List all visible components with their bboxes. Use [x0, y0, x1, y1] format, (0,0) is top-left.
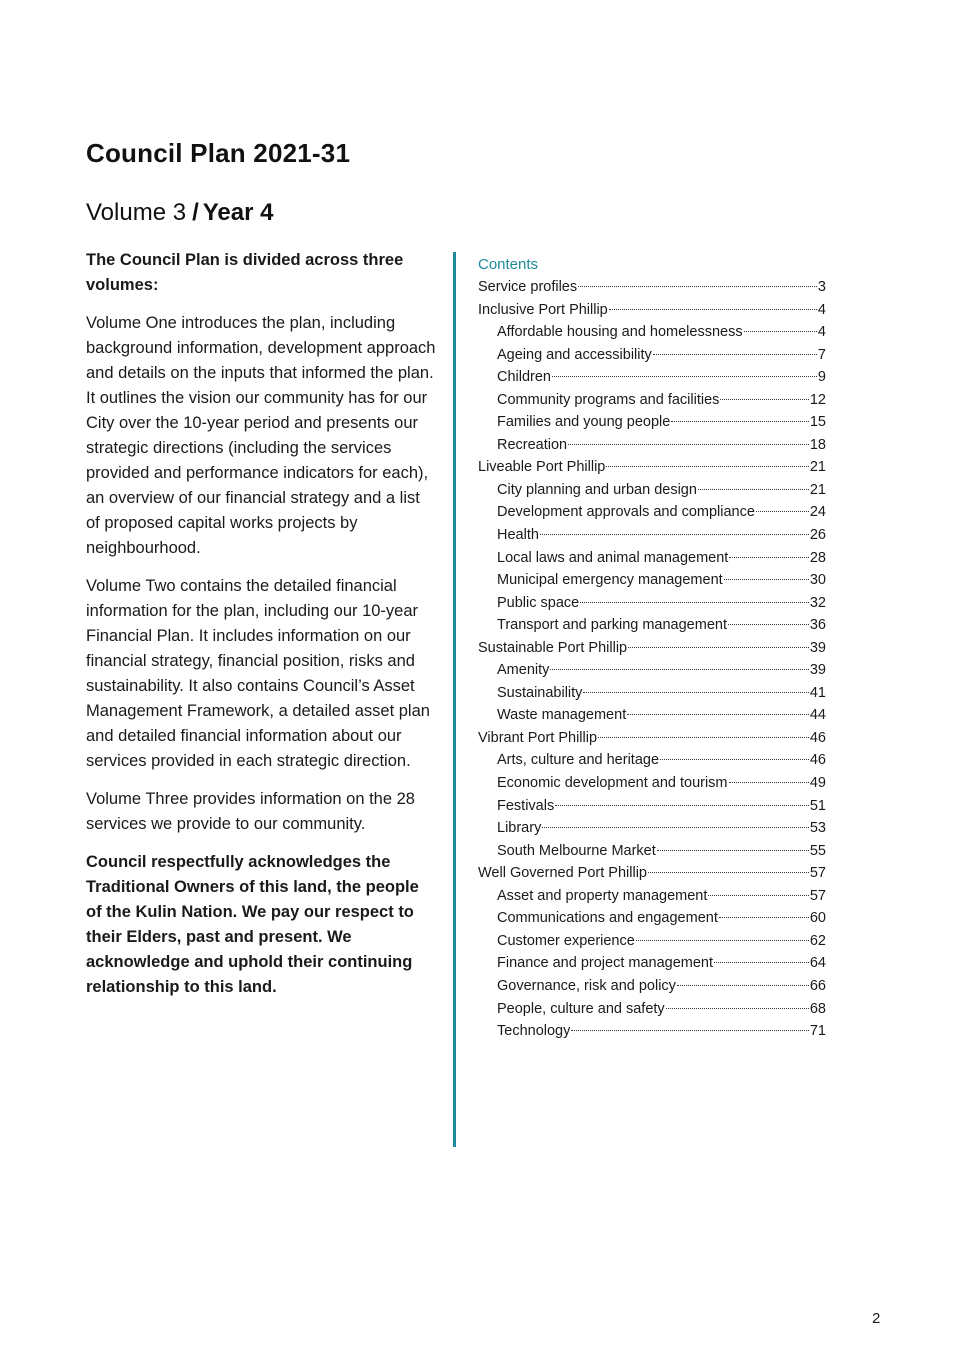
toc-entry-page: 64	[809, 955, 826, 972]
table-of-contents	[478, 254, 826, 1043]
toc-entry-page: 66	[809, 977, 826, 994]
toc-dot-leader	[671, 421, 809, 422]
toc-dot-leader	[583, 692, 808, 693]
toc-subentry[interactable]	[478, 885, 826, 908]
toc-dot-leader	[698, 489, 809, 490]
toc-subentry[interactable]	[478, 501, 826, 524]
toc-dot-leader	[729, 557, 809, 558]
toc-entry-page: 30	[809, 572, 826, 589]
toc-entry-label: Amenity	[497, 662, 550, 679]
toc-entry[interactable]	[478, 862, 826, 885]
toc-entry-page: 24	[809, 504, 826, 521]
toc-entry-label: Development approvals and compliance	[497, 504, 755, 521]
toc-entry-label: Economic development and tourism	[497, 775, 728, 792]
toc-entry[interactable]	[478, 727, 826, 750]
toc-entry-page: 32	[809, 594, 826, 611]
volume-label: Volume 3	[86, 199, 187, 226]
toc-subentry[interactable]	[478, 569, 826, 592]
column-divider	[453, 252, 456, 1147]
toc-entry-label: Service profiles	[478, 279, 578, 295]
toc-entry-label: Arts, culture and heritage	[497, 752, 660, 769]
toc-entry-page: 46	[809, 729, 826, 746]
toc-dot-leader	[708, 895, 808, 896]
toc-entry[interactable]	[478, 299, 826, 322]
acknowledgement-paragraph: Council respectfully acknowledges the Traditional Owners of this land, the people of the Kulin Nation. We pay our respect to their Elders, past and present. We acknowledge and uphold their continuing relationship to this land.	[86, 853, 419, 996]
toc-entry[interactable]	[478, 456, 826, 479]
toc-entry-label: Waste management	[497, 707, 627, 724]
toc-entry-label: Public space	[497, 594, 580, 611]
toc-entry-label: Health	[497, 527, 539, 544]
toc-subentry[interactable]	[478, 975, 826, 998]
toc-dot-leader	[540, 534, 809, 535]
toc-dot-leader	[666, 1008, 809, 1009]
toc-entry-label: Sustainability	[497, 684, 583, 701]
toc-subentry[interactable]	[478, 704, 826, 727]
toc-dot-leader	[756, 511, 809, 512]
toc-dot-leader	[657, 850, 809, 851]
toc-dot-leader	[653, 354, 817, 355]
contents-list	[478, 276, 826, 1043]
volume-three-paragraph: Volume Three provides information on the 28 services we provide to our community.	[86, 790, 415, 833]
toc-subentry[interactable]	[478, 1020, 826, 1043]
toc-entry-page: 3	[817, 279, 826, 295]
page-number: 2	[872, 1310, 881, 1327]
toc-entry-page: 57	[809, 887, 826, 904]
toc-entry-page: 9	[817, 369, 826, 386]
toc-entry-label: Festivals	[497, 797, 555, 814]
toc-entry-label: Asset and property management	[497, 887, 708, 904]
toc-subentry[interactable]	[478, 524, 826, 547]
toc-subentry[interactable]	[478, 817, 826, 840]
volume-two-paragraph: Volume Two contains the detailed financial information for the plan, including our 10-year Financial Plan. It includes information on our financial strategy, financial position, risks and sustainability. It also contains Council’s Asset Management Framework, a detailed asset plan and detailed financial information about our services provided in each strategic direction.	[86, 577, 430, 770]
volume-one-paragraph: Volume One introduces the plan, including background information, development approach and details on the inputs that informed the plan. It outlines the vision our community has for our City over the 10-year period and presents our strategic directions (including the services provided and performance indicators for each), an overview of our financial strategy and a list of proposed capital works projects by neighbourhood.	[86, 314, 436, 557]
toc-subentry[interactable]	[478, 592, 826, 615]
toc-subentry[interactable]	[478, 998, 826, 1021]
toc-subentry[interactable]	[478, 952, 826, 975]
toc-entry-label: Technology	[497, 1023, 571, 1040]
toc-entry-page: 21	[809, 459, 826, 476]
toc-entry-label: Customer experience	[497, 932, 635, 949]
toc-entry-page: 53	[809, 820, 826, 837]
toc-entry-label: Well Governed Port Phillip	[478, 865, 647, 882]
toc-entry-label: Local laws and animal management	[497, 549, 729, 566]
page-subtitle	[86, 199, 273, 227]
toc-entry-label: Ageing and accessibility	[497, 346, 652, 363]
toc-entry-page: 41	[809, 684, 826, 701]
toc-subentry[interactable]	[478, 389, 826, 412]
toc-entry-page: 39	[809, 662, 826, 679]
toc-dot-leader	[628, 647, 809, 648]
toc-subentry[interactable]	[478, 930, 826, 953]
toc-entry-label: Transport and parking management	[497, 617, 727, 634]
toc-entry-page: 49	[809, 775, 826, 792]
contents-heading: Contents	[478, 256, 539, 273]
toc-subentry[interactable]	[478, 321, 826, 344]
toc-entry-label: Municipal emergency management	[497, 572, 723, 589]
toc-dot-leader	[729, 782, 809, 783]
toc-dot-leader	[648, 872, 809, 873]
toc-dot-leader	[550, 669, 808, 670]
toc-dot-leader	[744, 331, 817, 332]
page-title: Council Plan 2021-31	[86, 138, 351, 168]
toc-entry-label: Recreation	[497, 436, 568, 453]
toc-dot-leader	[580, 602, 809, 603]
toc-dot-leader	[571, 1030, 809, 1031]
toc-entry-label: People, culture and safety	[497, 1000, 665, 1017]
toc-subentry[interactable]	[478, 434, 826, 457]
toc-entry-label: Communications and engagement	[497, 910, 718, 927]
toc-entry-label: Vibrant Port Phillip	[478, 729, 598, 746]
toc-dot-leader	[609, 309, 817, 310]
toc-entry-label: Liveable Port Phillip	[478, 459, 606, 476]
toc-subentry[interactable]	[478, 366, 826, 389]
toc-dot-leader	[627, 714, 809, 715]
toc-subentry[interactable]	[478, 772, 826, 795]
toc-entry-label: Inclusive Port Phillip	[478, 301, 608, 318]
toc-dot-leader	[636, 940, 809, 941]
toc-entry-label: Affordable housing and homelessness	[497, 324, 743, 341]
toc-dot-leader	[552, 376, 817, 377]
toc-dot-leader	[660, 759, 809, 760]
toc-subentry[interactable]	[478, 344, 826, 367]
toc-subentry[interactable]	[478, 614, 826, 637]
toc-subentry[interactable]	[478, 479, 826, 502]
toc-entry-label: City planning and urban design	[497, 481, 697, 498]
toc-entry[interactable]	[478, 637, 826, 660]
toc-dot-leader	[714, 962, 809, 963]
toc-dot-leader	[598, 737, 809, 738]
toc-entry-page: 55	[809, 842, 826, 859]
toc-entry-page: 62	[809, 932, 826, 949]
toc-entry-page: 51	[809, 797, 826, 814]
toc-dot-leader	[719, 917, 809, 918]
toc-dot-leader	[606, 466, 809, 467]
toc-subentry[interactable]	[478, 659, 826, 682]
toc-entry-page: 60	[809, 910, 826, 927]
toc-entry-page: 39	[809, 639, 826, 656]
toc-entry-label: Sustainable Port Phillip	[478, 639, 628, 656]
toc-dot-leader	[578, 286, 817, 287]
toc-entry-page: 4	[817, 324, 826, 341]
toc-entry-page: 4	[817, 301, 826, 318]
toc-subentry[interactable]	[478, 411, 826, 434]
intro-heading: The Council Plan is divided across three volumes:	[86, 251, 404, 294]
toc-dot-leader	[677, 985, 809, 986]
toc-subentry[interactable]	[478, 682, 826, 705]
toc-entry-page: 26	[809, 527, 826, 544]
toc-dot-leader	[724, 579, 809, 580]
toc-entry-page: 71	[809, 1023, 826, 1040]
toc-entry-page: 57	[809, 865, 826, 882]
toc-entry-label: Community programs and facilities	[497, 391, 720, 408]
toc-subentry[interactable]	[478, 795, 826, 818]
toc-entry-label: South Melbourne Market	[497, 842, 656, 859]
toc-entry-label: Finance and project management	[497, 955, 714, 972]
toc-entry-page: 12	[809, 391, 826, 408]
toc-entry-label: Governance, risk and policy	[497, 977, 676, 994]
year-label: Year 4	[202, 199, 274, 226]
toc-subentry[interactable]	[478, 749, 826, 772]
toc-dot-leader	[555, 805, 809, 806]
toc-entry-label: Library	[497, 820, 542, 837]
intro-column	[86, 248, 438, 1013]
toc-entry-label: Children	[497, 369, 551, 386]
toc-dot-leader	[720, 399, 808, 400]
toc-subentry[interactable]	[478, 907, 826, 930]
toc-dot-leader	[542, 827, 809, 828]
toc-entry[interactable]	[478, 276, 826, 299]
toc-entry-page: 44	[809, 707, 826, 724]
toc-subentry[interactable]	[478, 840, 826, 863]
toc-entry-page: 21	[809, 481, 826, 498]
toc-entry-page: 18	[809, 436, 826, 453]
toc-entry-page: 15	[809, 414, 826, 431]
toc-subentry[interactable]	[478, 547, 826, 570]
subtitle-separator: /	[192, 199, 199, 226]
toc-dot-leader	[568, 444, 809, 445]
toc-entry-label: Families and young people	[497, 414, 671, 431]
toc-dot-leader	[728, 624, 809, 625]
toc-entry-page: 28	[809, 549, 826, 566]
toc-entry-page: 68	[809, 1000, 826, 1017]
toc-entry-page: 36	[809, 617, 826, 634]
toc-entry-page: 7	[817, 346, 826, 363]
toc-entry-page: 46	[809, 752, 826, 769]
